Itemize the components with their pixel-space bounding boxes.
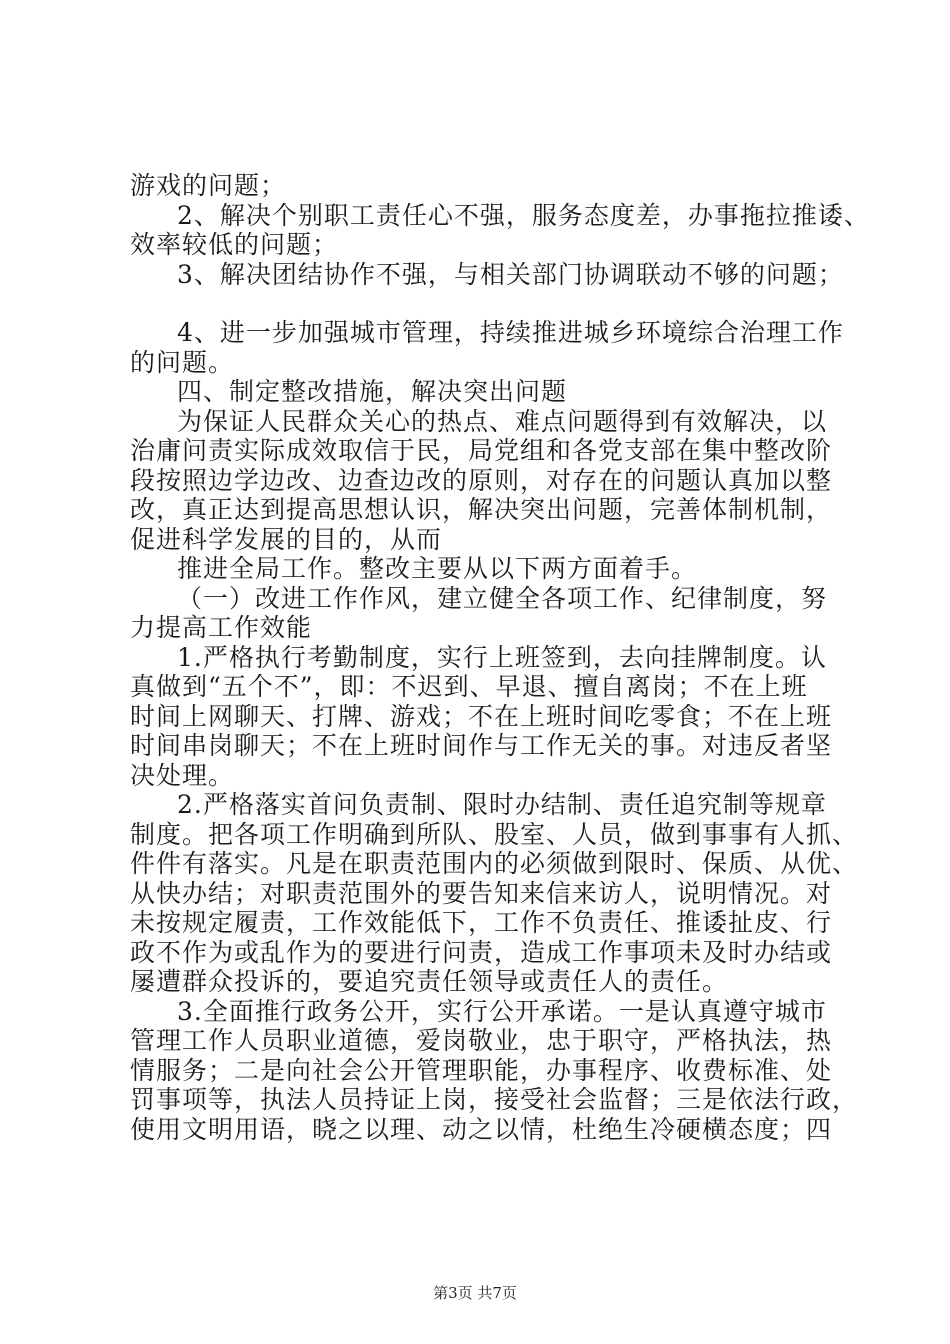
text-line: 2.严格落实首问负责制、限时办结制、责任追究制等规章: [177, 790, 827, 819]
text-line: 4、进一步加强城市管理，持续推进城乡环境综合治理工作: [177, 318, 844, 347]
text-line: 游戏的问题；: [130, 171, 287, 200]
text-line: 治庸问责实际成效取信于民，局党组和各党支部在集中整改阶: [130, 436, 833, 465]
text-line: 促进科学发展的目的，从而: [130, 524, 443, 554]
text-line: 为保证人民群众关心的热点、难点问题得到有效解决，以: [177, 406, 828, 436]
text-line: 罚事项等，执法人员持证上岗，接受社会监督；三是依法行政，: [130, 1085, 859, 1114]
text-line: 使用文明用语，晓之以理、动之以情，杜绝生冷硬横态度；四: [130, 1114, 833, 1144]
page-footer: [0, 1282, 950, 1303]
text-line: 改，真正达到提高思想认识，解决突出问题，完善体制机制，: [130, 495, 833, 524]
text-line: 从快办结；对职责范围外的要告知来信来访人，说明情况。对: [130, 878, 833, 908]
text-line: 力提高工作效能: [130, 613, 313, 642]
text-line: 时间上网聊天、打牌、游戏；不在上班时间吃零食；不在上班: [130, 701, 833, 731]
text-line: 屡遭群众投诉的，要追究责任领导或责任人的责任。: [130, 967, 729, 996]
paragraph-gap: [130, 289, 830, 318]
text-line: 2、解决个别职工责任心不强，服务态度差，办事拖拉推诿、: [177, 200, 870, 230]
text-line: 的问题。: [130, 347, 235, 377]
text-line: 推进全局工作。整改主要从以下两方面着手。: [177, 554, 698, 583]
text-line: （一）改进工作作风，建立健全各项工作、纪律制度，努: [177, 583, 828, 613]
text-line: 1.严格执行考勤制度，实行上班签到，去向挂牌制度。认: [177, 642, 827, 672]
text-line: 政不作为或乱作为的要进行问责，造成工作事项未及时办结或: [130, 937, 833, 967]
text-line: 3.全面推行政务公开，实行公开承诺。一是认真遵守城市: [177, 996, 827, 1026]
text-line: 决处理。: [130, 760, 235, 790]
page-number: 第3页 共7页: [433, 1284, 517, 1302]
text-line: 3、解决团结协作不强，与相关部门协调联动不够的问题；: [177, 259, 844, 289]
text-line: 制度。把各项工作明确到所队、股室、人员，做到事事有人抓、: [130, 819, 859, 849]
text-line: 效率较低的问题；: [130, 230, 339, 259]
text-line: 四、制定整改措施，解决突出问题: [177, 377, 568, 406]
text-line: 未按规定履责，工作效能低下，工作不负责任、推诿扯皮、行: [130, 908, 833, 937]
document-body: [130, 171, 870, 1144]
text-line: 管理工作人员职业道德，爱岗敬业，忠于职守，严格执法，热: [130, 1026, 833, 1055]
text-line: 时间串岗聊天；不在上班时间作与工作无关的事。对违反者坚: [130, 731, 833, 760]
text-line: 段按照边学边改、边查边改的原则，对存在的问题认真加以整: [130, 465, 833, 495]
text-line: 情服务；二是向社会公开管理职能，办事程序、收费标准、处: [130, 1055, 833, 1085]
text-line: 件件有落实。凡是在职责范围内的必须做到限时、保质、从优、: [130, 849, 859, 878]
text-line: 真做到“五个不”，即：不迟到、早退、擅自离岗；不在上班: [130, 672, 808, 701]
